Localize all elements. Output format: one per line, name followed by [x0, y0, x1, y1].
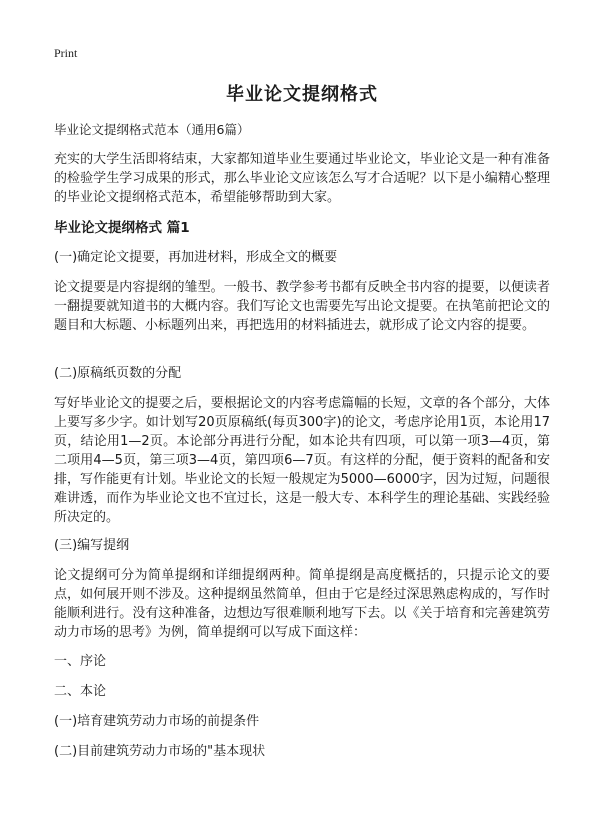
outline-item: 二、本论 [54, 684, 107, 699]
outline-item: (二)目前建筑劳动力市场的"基本现状 [54, 744, 266, 759]
outline-item: (一)培育建筑劳动力市场的前提条件 [54, 714, 260, 729]
item3-heading: (三)编写提纲 [54, 538, 130, 553]
item3-body: 论文提纲可分为简单提纲和详细提纲两种。简单提纲是高度概括的，只提示论文的要点，如何展开则不涉及。这种提纲虽然简单，但由于它是经过深思熟虑构成的，写作时能顺利进行。没有这种准备，边想边写很难顺利地写下去。以《关于培育和完善建筑劳动力市场的思考》为例，简单提纲可以写成下面这样： [54, 568, 550, 640]
section-heading: 毕业论文提纲格式 篇1 [54, 220, 190, 236]
print-link[interactable]: Print [54, 46, 78, 60]
outline-item: 一、序论 [54, 654, 107, 669]
item2-body: 写好毕业论文的提要之后，要根据论文的内容考虑篇幅的长短，文章的各个部分，大体上要写多少字。如计划写20页原稿纸(每页300字)的论文，考虑序论用1页，本论用17页，结论用1—2页。本论部分再进行分配，如本论共有四项，可以第一项3—4页，第二项用4—5页，第三项3—4页，第四项6—7页。有这样的分配，便于资料的配备和安排，写作能更有计划。毕业论文的长短一般规定为5000—6000字，因为过短，问题很难讲透，而作为毕业论文也不宜过长，这是一般大专、本科学生的理论基础、实践经验所决定的。 [54, 396, 550, 525]
item1-heading: (一)确定论文提要，再加进材料，形成全文的概要 [54, 250, 338, 265]
item2-heading: (二)原稿纸页数的分配 [54, 366, 182, 381]
item1-body: 论文提要是内容提纲的雏型。一般书、教学参考书都有反映全书内容的提要，以便读者一翻提要就知道书的大概内容。我们写论文也需要先写出论文提要。在执笔前把论文的题目和大标题、小标题列出来，再把选用的材料插进去，就形成了论文内容的提要。 [54, 280, 550, 333]
document-subtitle: 毕业论文提纲格式范本（通用6篇） [54, 122, 250, 137]
intro-paragraph: 充实的大学生活即将结束，大家都知道毕业生要通过毕业论文，毕业论文是一种有准备的检验学生学习成果的形式，那么毕业论文应该怎么写才合适呢？以下是小编精心整理的毕业论文提纲格式范本，希望能够帮助到大家。 [54, 152, 550, 205]
document-title: 毕业论文提纲格式 [226, 84, 378, 105]
